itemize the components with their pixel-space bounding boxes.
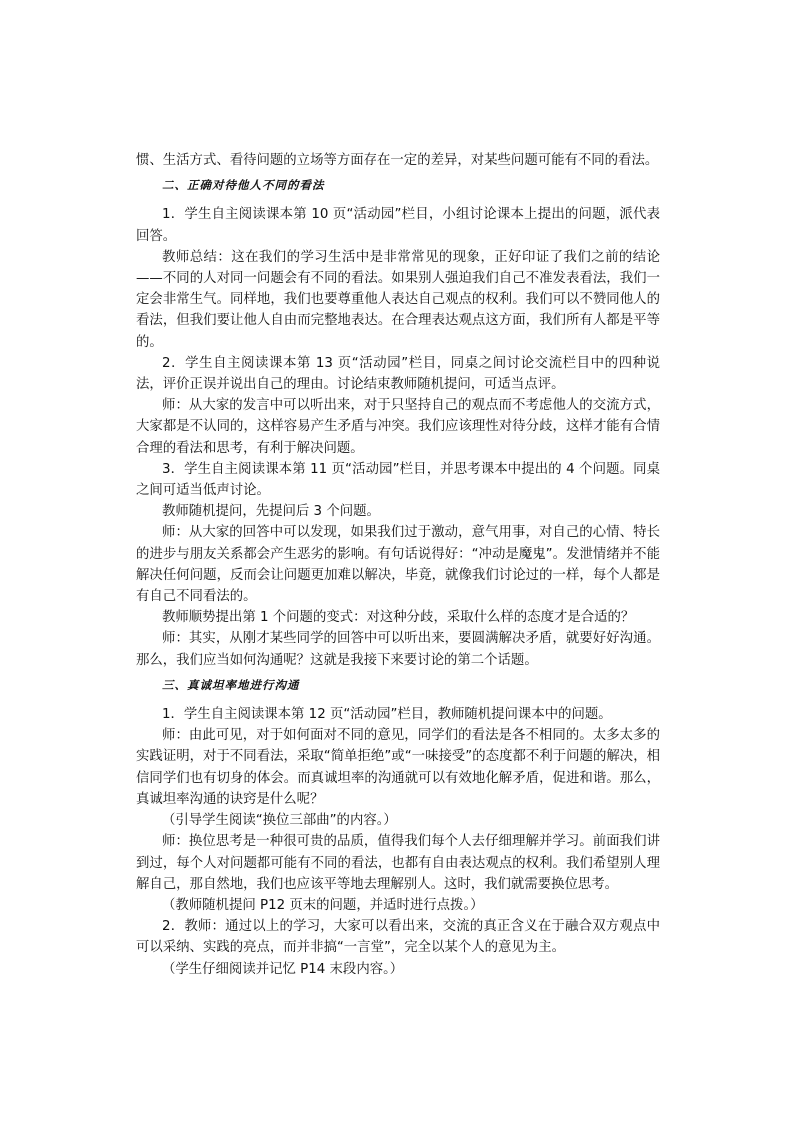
paragraph: 师：由此可见，对于如何面对不同的意见，同学们的看法是各不相同的。太多太多的实践证明，对于不同看法，采取“简单拒绝”或“一味接受”的态度都不利于问题的解决，相信同学们也有切身的体会。而真诚坦率的沟通就可以有效地化解矛盾，促进和谐。那么，真诚坦率沟通的诀窍是什么呢？ xyxy=(136,728,660,807)
paragraph: 2．学生自主阅读课本第 13 页“活动园”栏目，同桌之间讨论交流栏目中的四种说法，评价正误并说出自己的理由。讨论结束教师随机提问，可适当点评。 xyxy=(136,355,660,393)
paragraph: 师：从大家的回答中可以发现，如果我们过于激动，意气用事，对自己的心情、特长的进步与朋友关系都会产生恶劣的影响。有句话说得好：“冲动是魔鬼”。发泄情绪并不能解决任何问题，反而会让问题更加难以解决，毕竟，就像我们讨论过的一样，每个人都是有自己不同看法的。 xyxy=(136,525,660,605)
paragraph: 师：换位思考是一种很可贵的品质，值得我们每个人去仔细理解并学习。前面我们讲到过，每个人对问题都可能有不同的看法，也都有自由表达观点的权利。我们希望别人理解自己，那自然地，我们也应该平等地去理解别人。这时，我们就需要换位思考。 xyxy=(136,834,660,892)
section-heading-2: 二、正确对待他人不同的看法 xyxy=(162,178,325,193)
paragraph: 教师随机提问，先提问后 3 个问题。 xyxy=(162,504,380,520)
paragraph: 3．学生自主阅读课本第 11 页“活动园”栏目，并思考课本中提出的 4 个问题。同桌之间可适当低声讨论。 xyxy=(136,461,660,499)
paragraph: 师：其实，从刚才某些同学的回答中可以听出来，要圆满解决矛盾，就要好好沟通。那么，我们应当如何沟通呢？这就是我接下来要讨论的第二个话题。 xyxy=(136,631,660,668)
paragraph: 教师总结：这在我们的学习生活中是非常常见的现象，正好印证了我们之前的结论——不同的人对同一问题会有不同的看法。如果别人强迫我们自己不准发表看法，我们一定会非常生气。同样地，我们也要尊重他人表达自己观点的权利。我们可以不赞同他人的看法，但我们要让他人自由而完整地表达。在合理表达观点这方面，我们所有人都是平等的。 xyxy=(136,249,660,350)
paragraph: （引导学生阅读“换位三部曲”的内容。） xyxy=(162,813,397,829)
paragraph: 教师顺势提出第 1 个问题的变式：对这种分歧，采取什么样的态度才是合适的？ xyxy=(162,610,635,626)
paragraph: 2．教师：通过以上的学习，大家可以看出来，交流的真正含义在于融合双方观点中可以采纳、实践的亮点，而并非搞“一言堂”，完全以某个人的意见为主。 xyxy=(136,919,660,956)
paragraph: 1．学生自主阅读课本第 10 页“活动园”栏目，小组讨论课本上提出的问题，派代表回答。 xyxy=(136,207,660,244)
section-heading-3: 三、真诚坦率地进行沟通 xyxy=(162,677,300,692)
paragraph: （学生仔细阅读并记忆 P14 末段内容。） xyxy=(162,961,404,977)
paragraph: （教师随机提问 P12 页末的问题，并适时进行点拨。） xyxy=(162,897,484,913)
paragraph: 1．学生自主阅读课本第 12 页“活动园”栏目，教师随机提问课本中的问题。 xyxy=(162,707,612,723)
document-page xyxy=(136,150,660,980)
paragraph-continuation: 惯、生活方式、看待问题的立场等方面存在一定的差异，对某些问题可能有不同的看法。 xyxy=(136,153,659,168)
paragraph: 师：从大家的发言中可以听出来，对于只坚持自己的观点而不考虑他人的交流方式，大家都是不认同的，这样容易产生矛盾与冲突。我们应该理性对待分歧，这样才能有合情合理的看法和思考，有利于解决问题。 xyxy=(136,398,660,456)
